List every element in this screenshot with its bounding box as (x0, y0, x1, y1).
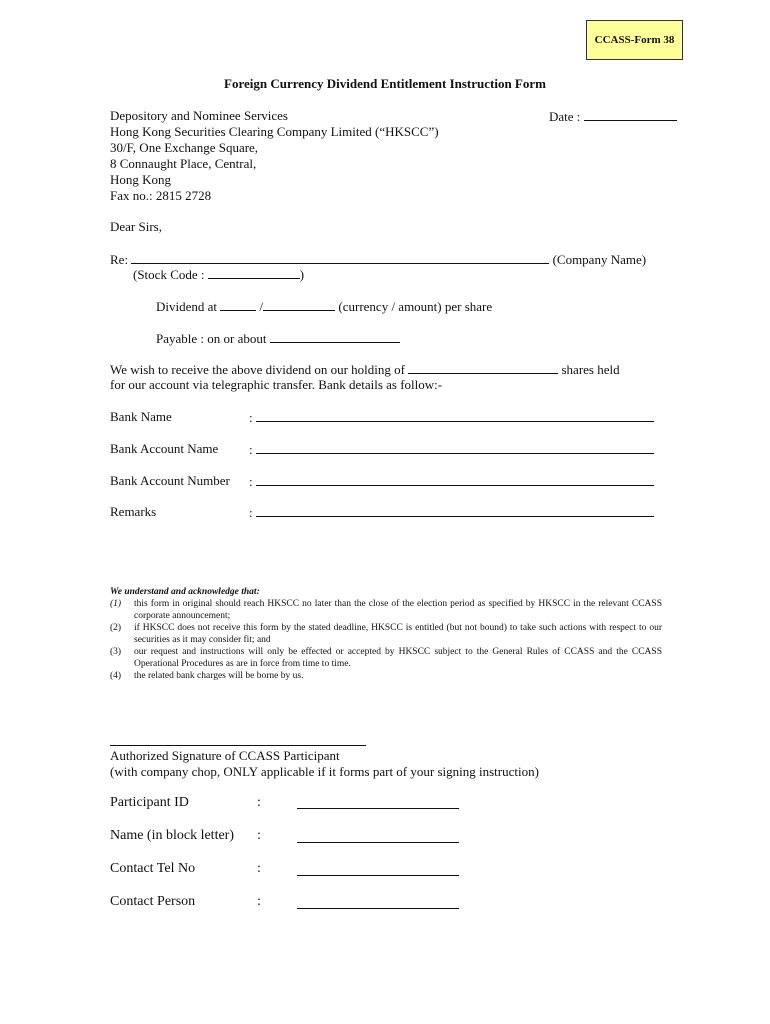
item-text: this form in original should reach HKSCC no later than the close of the election period as specified by HKSCC in the relevant CCASS corporate announcement; (134, 599, 662, 621)
bank-name-field[interactable] (256, 409, 654, 422)
dividend-label: Dividend at (156, 299, 218, 314)
date-field[interactable] (584, 108, 677, 121)
item-text: if HKSCC does not receive this form by the stated deadline, HKSCC is entitled (but not bound) to take such actions with respect to our securities as it may consider fit; and (134, 623, 662, 645)
recipient-fax: Fax no.: 2815 2728 (110, 188, 212, 203)
date-label: Date : (549, 109, 581, 124)
stock-code-field[interactable] (208, 266, 300, 279)
colon: : (249, 474, 253, 489)
participant-id-label: Participant ID (110, 795, 189, 810)
payable-label: Payable : on or about (156, 331, 267, 346)
recipient-line: 8 Connaught Place, Central, (110, 156, 257, 171)
signature-label: Authorized Signature of CCASS Participant (110, 748, 340, 763)
item-text: the related bank charges will be borne by us. (134, 671, 304, 681)
payable-row (156, 330, 400, 347)
payable-date-field[interactable] (270, 330, 400, 343)
acknowledgement-item (110, 670, 662, 682)
dividend-amount-field[interactable] (263, 298, 335, 311)
recipient-address (110, 108, 439, 204)
company-name-field[interactable] (131, 251, 549, 264)
contact-tel-field[interactable] (297, 875, 459, 876)
bank-account-name-row (249, 441, 654, 458)
salutation: Dear Sirs, (110, 219, 162, 234)
holding-row (110, 361, 620, 378)
bank-account-number-field[interactable] (256, 473, 654, 486)
recipient-line: Hong Kong Securities Clearing Company Limited (“HKSCC”) (110, 124, 439, 139)
date-row (549, 108, 677, 125)
colon: : (249, 442, 253, 457)
contact-person-field[interactable] (297, 908, 459, 909)
bank-account-number-row (249, 473, 654, 490)
colon: : (249, 505, 253, 520)
dividend-row (156, 298, 492, 315)
colon: : (257, 795, 261, 810)
item-number: (1) (110, 599, 122, 609)
acknowledgement-heading: We understand and acknowledge that: (110, 587, 260, 597)
holding-text: for our account via telegraphic transfer. Bank details as follow:- (110, 377, 443, 392)
form-number-badge (586, 20, 683, 60)
signature-note: (with company chop, ONLY applicable if it forms part of your signing instruction) (110, 764, 539, 779)
item-number: (2) (110, 623, 122, 633)
colon: : (257, 861, 261, 876)
bank-account-name-label: Bank Account Name (110, 441, 219, 456)
acknowledgement-item (110, 646, 662, 670)
acknowledgement-list (110, 598, 662, 682)
dividend-separator: / (259, 299, 264, 314)
stock-code-label: (Stock Code : (133, 267, 205, 282)
acknowledgement-item (110, 598, 662, 622)
form-number-text: CCASS-Form 38 (594, 34, 675, 46)
bank-name-label: Bank Name (110, 409, 172, 424)
dividend-currency-field[interactable] (220, 298, 256, 311)
signature-field[interactable] (110, 745, 366, 746)
holding-text: We wish to receive the above dividend on our holding of (110, 362, 405, 377)
stock-code-row (133, 266, 304, 283)
colon: : (249, 410, 253, 425)
holding-shares-field[interactable] (408, 361, 558, 374)
remarks-label: Remarks (110, 504, 157, 519)
recipient-line: 30/F, One Exchange Square, (110, 140, 259, 155)
bank-account-name-field[interactable] (256, 441, 654, 454)
participant-id-field[interactable] (297, 808, 459, 809)
acknowledgement-section (110, 586, 662, 682)
bank-account-number-label: Bank Account Number (110, 473, 230, 488)
company-name-hint: (Company Name) (552, 252, 647, 267)
signature-caption (110, 748, 539, 780)
contact-person-label: Contact Person (110, 894, 196, 909)
item-text: our request and instructions will only be effected or accepted by HKSCC subject to the General Rules of CCASS and the CCASS Operational Procedures as are in force from time to time. (134, 647, 662, 669)
colon: : (257, 894, 261, 909)
contact-tel-label: Contact Tel No (110, 861, 196, 876)
holding-text: shares held (561, 362, 620, 377)
dividend-hint: (currency / amount) per share (338, 299, 493, 314)
remarks-field[interactable] (256, 504, 654, 517)
recipient-line: Depository and Nominee Services (110, 108, 288, 123)
remarks-row (249, 504, 654, 521)
item-number: (3) (110, 647, 122, 657)
item-number: (4) (110, 671, 122, 681)
form-title: Foreign Currency Dividend Entitlement Instruction Form (224, 76, 546, 91)
participant-name-label: Name (in block letter) (110, 828, 235, 843)
re-label: Re: (110, 252, 129, 267)
stock-code-close: ) (299, 267, 305, 282)
recipient-line: Hong Kong (110, 172, 172, 187)
colon: : (257, 828, 261, 843)
bank-name-row (249, 409, 654, 426)
participant-name-field[interactable] (297, 842, 459, 843)
acknowledgement-item (110, 622, 662, 646)
